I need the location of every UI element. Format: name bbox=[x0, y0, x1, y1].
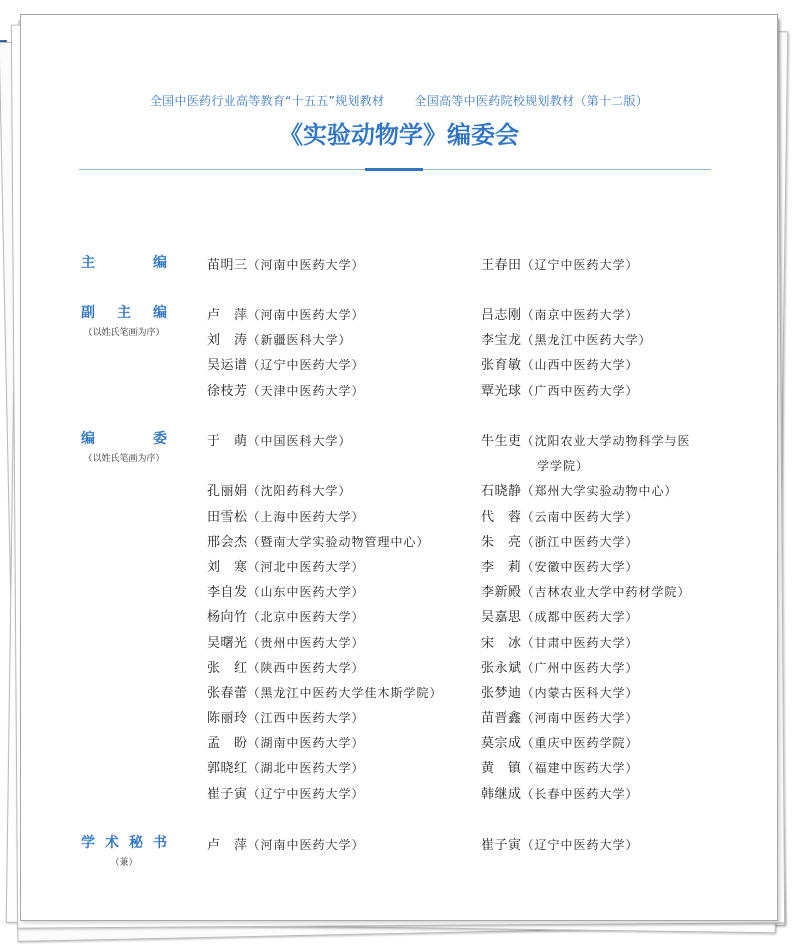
member-name: 黄 镇 bbox=[481, 761, 522, 777]
member-name: 卢 萍 bbox=[207, 308, 248, 323]
page-title: 《实验动物学》编委会 bbox=[279, 121, 519, 149]
role-char: 主 bbox=[81, 255, 95, 271]
member-affiliation: （河南中医药大学） bbox=[247, 838, 365, 852]
member-name: 孟 盼 bbox=[207, 736, 248, 752]
member-entry bbox=[481, 253, 721, 278]
member-row bbox=[207, 782, 727, 807]
member-name: 李新殿 bbox=[481, 585, 522, 601]
member-name: 邢会杰 bbox=[207, 534, 248, 550]
member-affiliation: （天津中医药大学） bbox=[247, 383, 365, 398]
member-entry bbox=[207, 656, 481, 681]
member-entry bbox=[207, 706, 481, 731]
member-affiliation: （福建中医药大学） bbox=[521, 761, 639, 776]
member-entry bbox=[207, 631, 481, 656]
member-name: 苗明三 bbox=[207, 258, 248, 273]
member-affiliation: （吉林农业大学中药材学院） bbox=[521, 585, 691, 600]
member-name: 张永斌 bbox=[481, 660, 522, 676]
member-row bbox=[207, 605, 727, 630]
member-entry bbox=[481, 782, 721, 807]
member-name: 张育敏 bbox=[481, 358, 522, 374]
role-char: 秘 bbox=[129, 835, 143, 851]
member-affiliation: （山东中医药大学） bbox=[247, 585, 365, 600]
member-affiliation: （辽宁中医药大学） bbox=[521, 838, 639, 852]
title-divider-accent bbox=[365, 168, 423, 171]
member-entry bbox=[207, 580, 481, 605]
member-affiliation: （广西中医药大学） bbox=[521, 383, 639, 398]
member-row bbox=[207, 580, 727, 605]
member-name: 张 红 bbox=[207, 660, 248, 676]
member-entry bbox=[481, 479, 721, 504]
member-name: 田雪松 bbox=[207, 509, 248, 525]
member-affiliation: （广州中医药大学） bbox=[521, 660, 639, 675]
member-entry bbox=[207, 681, 481, 706]
member-affiliation: （南京中医药大学） bbox=[521, 308, 639, 322]
role-char: 编 bbox=[153, 255, 167, 271]
member-name: 刘 涛 bbox=[207, 333, 248, 349]
member-entry bbox=[481, 756, 721, 781]
member-list bbox=[207, 253, 727, 278]
member-affiliation: （长春中医药大学） bbox=[521, 786, 639, 801]
member-affiliation: （辽宁中医药大学） bbox=[247, 786, 365, 801]
member-affiliation-cont: 学学院） bbox=[537, 459, 590, 474]
member-affiliation: （安徽中医药大学） bbox=[521, 559, 639, 574]
member-entry bbox=[481, 328, 721, 353]
member-affiliation: （云南中医药大学） bbox=[521, 509, 639, 524]
member-name: 崔子寅 bbox=[481, 838, 522, 853]
role-label bbox=[81, 833, 167, 853]
member-row bbox=[207, 429, 727, 479]
member-affiliation: （贵州中医药大学） bbox=[247, 635, 365, 650]
member-name: 张春蕾 bbox=[207, 685, 248, 701]
member-affiliation: （河北中医药大学） bbox=[247, 559, 365, 574]
role-char: 书 bbox=[153, 835, 167, 851]
member-entry bbox=[207, 328, 481, 353]
member-entry bbox=[481, 681, 721, 706]
member-name: 宋 冰 bbox=[481, 635, 522, 651]
series-right: 全国高等中医药院校规划教材（第十二版） bbox=[414, 94, 649, 108]
member-list bbox=[207, 429, 727, 807]
member-entry bbox=[481, 429, 721, 479]
member-entry bbox=[481, 706, 721, 731]
member-row bbox=[207, 505, 727, 530]
role-label bbox=[81, 253, 167, 273]
member-affiliation: （成都中医药大学） bbox=[521, 610, 639, 625]
member-name: 韩继成 bbox=[481, 786, 522, 802]
member-name: 吕志刚 bbox=[481, 308, 522, 323]
role-note: （兼） bbox=[110, 858, 138, 868]
member-name: 于 萌 bbox=[207, 434, 248, 449]
member-entry bbox=[207, 479, 481, 504]
member-name: 李 莉 bbox=[481, 559, 522, 575]
member-entry bbox=[481, 731, 721, 756]
member-entry bbox=[207, 756, 481, 781]
member-list bbox=[207, 833, 727, 858]
member-name: 代 蓉 bbox=[481, 509, 522, 525]
member-row bbox=[207, 833, 727, 858]
member-entry bbox=[481, 631, 721, 656]
member-name: 石晓静 bbox=[481, 484, 522, 500]
member-row bbox=[207, 756, 727, 781]
role-char: 学 bbox=[81, 835, 95, 851]
member-affiliation: （内蒙古医科大学） bbox=[521, 685, 639, 700]
member-name: 朱 亮 bbox=[481, 534, 522, 550]
role-label bbox=[81, 429, 167, 449]
member-affiliation: （甘肃中医药大学） bbox=[521, 635, 639, 650]
member-entry bbox=[207, 833, 481, 858]
role-char: 编 bbox=[81, 431, 95, 447]
member-entry bbox=[481, 379, 721, 404]
member-affiliation: （河南中医药大学） bbox=[247, 308, 365, 322]
member-list bbox=[207, 303, 727, 404]
member-row bbox=[207, 656, 727, 681]
member-row bbox=[207, 303, 727, 328]
member-row bbox=[207, 353, 727, 378]
member-affiliation: （沈阳农业大学动物科学与医 bbox=[521, 434, 691, 448]
member-affiliation: （山西中医药大学） bbox=[521, 358, 639, 373]
member-row bbox=[207, 706, 727, 731]
member-name: 孔丽娟 bbox=[207, 484, 248, 500]
member-name: 苗晋鑫 bbox=[481, 711, 522, 727]
member-affiliation: （暨南大学实验动物管理中心） bbox=[247, 534, 430, 549]
member-affiliation: （重庆中医药学院） bbox=[521, 736, 639, 751]
member-entry bbox=[481, 656, 721, 681]
member-affiliation: （浙江中医药大学） bbox=[521, 534, 639, 549]
member-name: 郭晓红 bbox=[207, 761, 248, 777]
member-name: 吴运谱 bbox=[207, 358, 248, 374]
member-affiliation: （新疆医科大学） bbox=[247, 333, 352, 348]
role-char: 委 bbox=[153, 431, 167, 447]
role-char: 主 bbox=[117, 305, 131, 321]
member-name: 吴嘉思 bbox=[481, 610, 522, 626]
document-page bbox=[20, 14, 778, 921]
member-entry bbox=[207, 303, 481, 328]
member-name: 莫宗成 bbox=[481, 736, 522, 752]
role-note: （以姓氏笔画为序） bbox=[83, 454, 165, 464]
member-row bbox=[207, 479, 727, 504]
member-name: 牛生吏 bbox=[481, 434, 522, 449]
member-entry bbox=[481, 555, 721, 580]
member-row bbox=[207, 555, 727, 580]
member-affiliation: （郑州大学实验动物中心） bbox=[521, 484, 678, 499]
member-entry bbox=[207, 731, 481, 756]
member-affiliation: （河南中医药大学） bbox=[521, 711, 639, 726]
member-name: 刘 寒 bbox=[207, 559, 248, 575]
member-affiliation: （北京中医药大学） bbox=[247, 610, 365, 625]
member-entry bbox=[207, 505, 481, 530]
member-row bbox=[207, 379, 727, 404]
member-affiliation: （辽宁中医药大学） bbox=[521, 258, 639, 272]
member-name: 覃光球 bbox=[481, 383, 522, 399]
member-entry bbox=[207, 530, 481, 555]
member-affiliation: （沈阳药科大学） bbox=[247, 484, 352, 499]
member-name: 张梦迪 bbox=[481, 685, 522, 701]
member-entry bbox=[481, 505, 721, 530]
member-row bbox=[207, 328, 727, 353]
member-row bbox=[207, 681, 727, 706]
role-heading bbox=[81, 429, 167, 464]
member-name: 陈丽玲 bbox=[207, 711, 248, 727]
member-entry bbox=[481, 353, 721, 378]
member-name: 杨向竹 bbox=[207, 610, 248, 626]
role-heading bbox=[81, 253, 167, 273]
member-name: 徐枝芳 bbox=[207, 383, 248, 399]
member-row bbox=[207, 731, 727, 756]
role-note: （以姓氏笔画为序） bbox=[83, 328, 165, 338]
member-row bbox=[207, 530, 727, 555]
member-affiliation: （湖北中医药大学） bbox=[247, 761, 365, 776]
role-char: 术 bbox=[105, 835, 119, 851]
member-entry bbox=[207, 782, 481, 807]
member-affiliation: （陕西中医药大学） bbox=[247, 660, 365, 675]
member-entry bbox=[481, 605, 721, 630]
role-label bbox=[81, 303, 167, 323]
role-heading bbox=[81, 833, 167, 868]
role-char: 副 bbox=[81, 305, 95, 321]
member-entry bbox=[207, 353, 481, 378]
member-name: 吴曙光 bbox=[207, 635, 248, 651]
member-row bbox=[207, 253, 727, 278]
member-affiliation: （黑龙江中医药大学） bbox=[521, 333, 652, 348]
role-heading bbox=[81, 303, 167, 338]
member-name: 李自发 bbox=[207, 585, 248, 601]
member-name: 卢 萍 bbox=[207, 838, 248, 853]
member-affiliation: （黑龙江中医药大学佳木斯学院） bbox=[247, 685, 443, 700]
member-affiliation: （湖南中医药大学） bbox=[247, 736, 365, 751]
role-char: 编 bbox=[153, 305, 167, 321]
member-affiliation: （江西中医药大学） bbox=[247, 711, 365, 726]
member-entry bbox=[481, 303, 721, 328]
member-name: 崔子寅 bbox=[207, 786, 248, 802]
member-affiliation: （中国医科大学） bbox=[247, 434, 352, 448]
member-affiliation: （河南中医药大学） bbox=[247, 258, 365, 272]
member-entry bbox=[207, 429, 481, 479]
member-entry bbox=[481, 530, 721, 555]
member-affiliation: （辽宁中医药大学） bbox=[247, 358, 365, 373]
member-entry bbox=[207, 605, 481, 630]
member-affiliation: （上海中医药大学） bbox=[247, 509, 365, 524]
member-entry bbox=[207, 555, 481, 580]
member-entry bbox=[481, 580, 721, 605]
series-header bbox=[21, 92, 777, 109]
series-left: 全国中医药行业高等教育“十五五”规划教材 bbox=[149, 94, 385, 108]
member-row bbox=[207, 631, 727, 656]
member-entry bbox=[481, 833, 721, 858]
member-entry bbox=[207, 379, 481, 404]
member-name: 李宝龙 bbox=[481, 333, 522, 349]
member-name: 王春田 bbox=[481, 258, 522, 273]
member-entry bbox=[207, 253, 481, 278]
